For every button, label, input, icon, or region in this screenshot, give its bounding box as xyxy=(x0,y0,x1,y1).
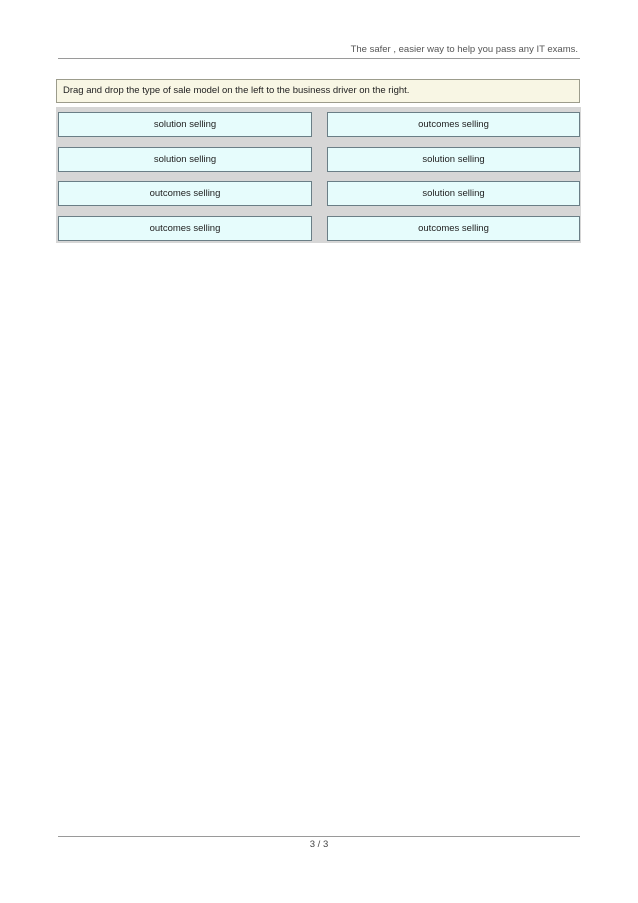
header-divider xyxy=(58,58,580,59)
header-tagline: The safer , easier way to help you pass any IT exams. xyxy=(350,44,578,55)
left-item-1[interactable]: solution selling xyxy=(58,112,312,137)
page-number: 3 / 3 xyxy=(309,839,329,850)
question-box xyxy=(56,79,580,103)
right-item-1[interactable]: outcomes selling xyxy=(327,112,580,137)
left-item-2[interactable]: solution selling xyxy=(58,147,312,172)
left-item-4[interactable]: outcomes selling xyxy=(58,216,312,241)
footer-divider xyxy=(58,836,580,837)
right-item-2[interactable]: solution selling xyxy=(327,147,580,172)
question-text: Drag and drop the type of sale model on the left to the business driver on the right. xyxy=(63,85,410,96)
right-item-3[interactable]: solution selling xyxy=(327,181,580,206)
right-item-4[interactable]: outcomes selling xyxy=(327,216,580,241)
drag-drop-area xyxy=(56,107,581,243)
left-item-3[interactable]: outcomes selling xyxy=(58,181,312,206)
